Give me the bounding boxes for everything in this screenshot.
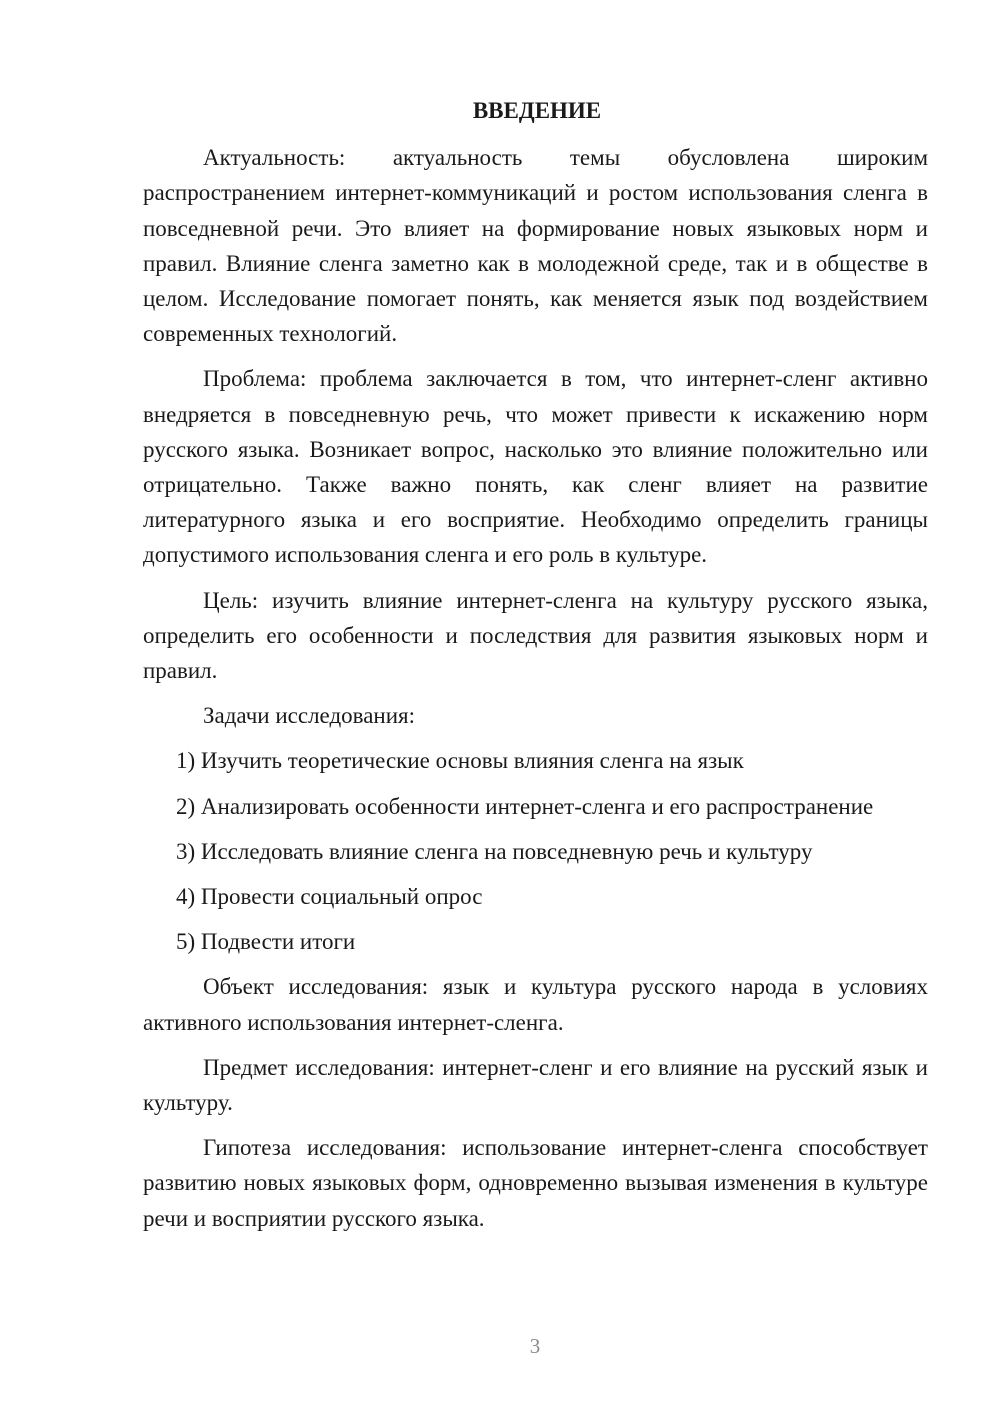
task-item-2: 2) Анализировать особенности интернет-сленга и его распространение [176, 793, 874, 819]
task-item-3: 3) Исследовать влияние сленга на повседневную речь и культуру [176, 838, 813, 864]
hypothesis-paragraph: Гипотеза исследования: использование интернет-сленга способствует развитию новых языковых форм, одновременно вызывая изменения в культуре речи и восприятии русского языка. [143, 1135, 928, 1231]
problem-paragraph: Проблема: проблема заключается в том, что интернет-сленг активно внедряется в повседневную речь, что может привести к искажению норм русского языка. Возникает вопрос, насколько это влияние положительно или отрицательно. Также важно понять, как сленг влияет на развитие литературного языка и его восприятие. Необходимо определить границы допустимого использования сленга и его роль в культуре. [143, 366, 928, 568]
task-item-4: 4) Провести социальный опрос [176, 884, 483, 910]
relevance-paragraph: Актуальность: актуальность темы обусловлена широким распространением интернет-коммуникаций и ростом использования сленга в повседневной речи. Это влияет на формирование новых языковых норм и правил. Влияние сленга заметно как в молодежной среде, так и в обществе в целом. Исследование помогает понять, как меняется язык под воздействием современных технологий. [143, 145, 928, 347]
subject-paragraph: Предмет исследования: интернет-сленг и его влияние на русский язык и культуру. [143, 1054, 928, 1116]
object-paragraph: Объект исследования: язык и культура русского народа в условиях активного использования интернет-сленга. [143, 974, 928, 1035]
task-item-1: 1) Изучить теоретические основы влияния сленга на язык [176, 748, 744, 774]
page-number: 3 [529, 1334, 541, 1358]
page-title: ВВЕДЕНИЕ [472, 98, 602, 123]
tasks-heading: Задачи исследования: [203, 703, 416, 729]
document-body [143, 93, 928, 1246]
goal-paragraph: Цель: изучить влияние интернет-сленга на культуру русского языка, определить его особенности и последствия для развития языковых норм и правил. [143, 587, 928, 684]
task-item-5: 5) Подвести итоги [176, 929, 356, 955]
